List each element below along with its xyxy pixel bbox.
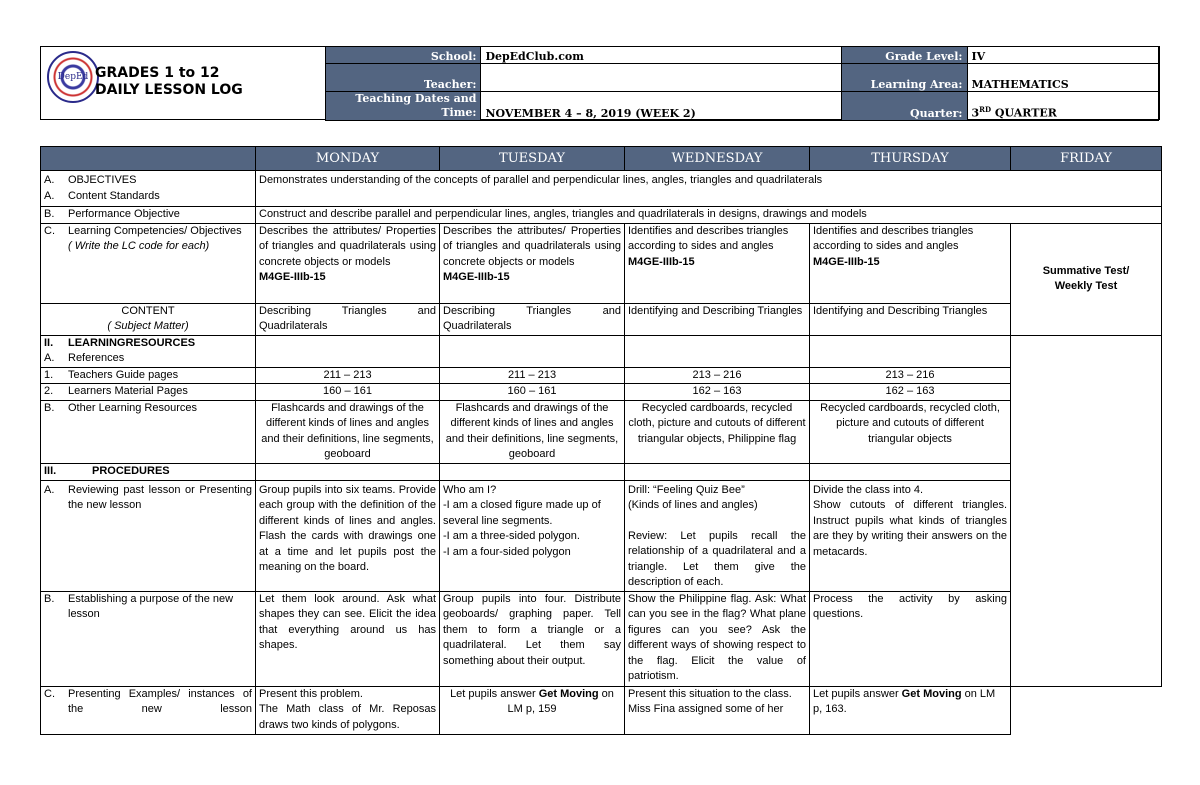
other-resources-row (41, 400, 1162, 463)
presenting-thursday-post: on LM p, 163. (813, 687, 996, 715)
friday-summative-test (1011, 223, 1162, 335)
lm-thursday: 162 – 163 (810, 384, 1011, 401)
friday-blank-cell (1011, 335, 1162, 686)
objectives-label: OBJECTIVES (68, 174, 137, 186)
spacer (44, 239, 68, 255)
tg-wednesday: 213 – 216 (625, 367, 810, 384)
presenting-wednesday-line-2: Miss Fina assigned some of her (628, 703, 784, 715)
procedures-row (41, 463, 1162, 480)
procedures-wednesday (625, 463, 810, 480)
lesson-log-table (40, 146, 1162, 735)
competencies-tuesday-code: M4GE-IIIb-15 (443, 271, 510, 283)
tg-num: 1. (44, 368, 54, 381)
content-monday: Describing Triangles and Quadrilaterals (256, 303, 440, 335)
competencies-tuesday-text: Describes the attributes/ Properties of triangles and quadrilaterals using concrete objects or models (443, 224, 621, 268)
competencies-tuesday (440, 223, 625, 303)
presenting-thursday (810, 686, 1011, 734)
procedures-thursday (810, 463, 1011, 480)
references-label: References (68, 352, 125, 364)
tg-thursday: 213 – 216 (810, 367, 1011, 384)
resources-row (41, 335, 1162, 367)
quarter-label: Quarter: (841, 92, 967, 121)
dates-label-line-2: Time: (441, 106, 477, 119)
performance-label-cell (41, 207, 256, 224)
review-tuesday-line-1: Who am I? (443, 483, 497, 496)
reviewing-row (41, 480, 1162, 591)
performance-heading (44, 207, 252, 223)
content-row (41, 303, 1162, 335)
purpose-tuesday: Group pupils into four. Distribute geoboards/ graphing paper. Tell them to form a triangle or a quadrilateral. Let them say something about their output. (440, 591, 625, 686)
references-heading (44, 351, 252, 367)
presenting-thursday-pre: Let pupils answer (813, 687, 902, 700)
presenting-wednesday-line-1: Present this situation to the class. (628, 687, 792, 700)
competencies-monday-code: M4GE-IIIb-15 (259, 271, 326, 283)
competencies-wednesday-code: M4GE-IIIb-15 (628, 255, 695, 268)
presenting-tuesday-post: on LM p, 159 (507, 687, 614, 715)
resources-wednesday (625, 335, 810, 367)
resources-thursday (810, 335, 1011, 367)
resources-heading (44, 336, 252, 352)
content-label: CONTENT (121, 304, 175, 317)
tg-heading (44, 368, 252, 384)
learning-area-label: Learning Area: (841, 64, 967, 92)
procedures-label-cell (41, 463, 256, 480)
competencies-thursday-code: M4GE-IIIb-15 (813, 255, 880, 268)
performance-row (41, 207, 1162, 224)
info-table (325, 46, 1159, 121)
other-label-cell (41, 400, 256, 463)
presenting-heading (44, 687, 252, 718)
purpose-row (41, 591, 1162, 686)
day-monday: MONDAY (256, 147, 440, 171)
title-line-2: DAILY LESSON LOG (95, 82, 243, 98)
lm-tuesday: 160 – 161 (440, 384, 625, 401)
presenting-tuesday (440, 686, 625, 734)
resources-monday (256, 335, 440, 367)
content-thursday: Identifying and Describing Triangles (810, 303, 1011, 335)
competencies-note: ( Write the LC code for each) (68, 240, 210, 252)
header-block (40, 46, 1160, 120)
friday-line-1: Summative Test/ (1042, 264, 1130, 277)
competencies-label-cell (41, 223, 256, 303)
competencies-num: C. (44, 224, 55, 237)
procedures-label: PROCEDURES (92, 464, 170, 477)
presenting-row (41, 686, 1162, 734)
competencies-heading (44, 224, 252, 240)
content-standards-value: Demonstrates understanding of the concepts of parallel and perpendicular lines, angles, triangles and quadrilaterals (256, 171, 1162, 207)
review-label: Reviewing past lesson or Presenting the new lesson (68, 483, 252, 511)
presenting-label-cell (41, 686, 256, 734)
review-tuesday (440, 480, 625, 591)
spacer (628, 514, 806, 529)
references-num: A. (44, 352, 55, 364)
tg-label-cell (41, 367, 256, 384)
day-thursday: THURSDAY (810, 147, 1011, 171)
day-tuesday: TUESDAY (440, 147, 625, 171)
school-value: DepEdClub.com (481, 47, 841, 64)
review-thursday-line-2: Show cutouts of different triangles. Instruct pupils what kinds of triangles are they by writing their answers on the metacards. (813, 499, 1007, 558)
lm-label: Learners Material Pages (68, 385, 188, 397)
presenting-tuesday-pre: Let pupils answer (450, 687, 539, 700)
review-wednesday-line-1: Drill: “Feeling Quiz Bee” (628, 483, 745, 496)
procedures-tuesday (440, 463, 625, 480)
resources-label: LEARNINGRESOURCES (68, 336, 196, 349)
review-num: A. (44, 483, 55, 496)
content-tuesday: Describing Triangles and Quadrilaterals (440, 303, 625, 335)
teacher-label: Teacher: (326, 64, 481, 92)
other-tuesday: Flashcards and drawings of the different kinds of lines and angles and their definitions, line segments, geoboard (440, 400, 625, 463)
tg-label: Teachers Guide pages (68, 368, 179, 381)
day-header-row (41, 147, 1162, 171)
teachers-guide-row (41, 367, 1162, 384)
presenting-monday-line-1: Present this problem. (259, 687, 363, 700)
presenting-tuesday-bold: Get Moving (538, 687, 599, 700)
presenting-num: C. (44, 687, 55, 700)
content-standards-label: Content Standards (68, 189, 160, 202)
grade-value: IV (967, 47, 1159, 64)
competencies-monday (256, 223, 440, 303)
objectives-num: A. (44, 174, 55, 186)
document-title (95, 65, 243, 99)
seal-text: DepEd (57, 72, 89, 82)
review-thursday (810, 480, 1011, 591)
quarter-text: QUARTER (991, 107, 1057, 120)
title-line-1: GRADES 1 to 12 (95, 65, 220, 81)
presenting-thursday-bold: Get Moving (901, 687, 962, 700)
school-label: School: (326, 47, 481, 64)
quarter-suffix: RD (979, 105, 992, 115)
resources-tuesday (440, 335, 625, 367)
review-wednesday-line-3: Review: Let pupils recall the relationship of a quadrilateral and a triangle. Let them give the description of each. (628, 529, 806, 588)
performance-num: B. (44, 208, 55, 220)
objectives-row (41, 171, 1162, 207)
lm-label-cell (41, 384, 256, 401)
lm-wednesday: 162 – 163 (625, 384, 810, 401)
review-monday: Group pupils into six teams. Provide each group with the definition of the different kinds of lines and angles. Flash the cards with drawings one at a time and let pupils post the meaning on the board. (256, 480, 440, 591)
content-note: ( Subject Matter) (107, 320, 189, 332)
learners-material-row (41, 384, 1162, 401)
review-tuesday-line-2: -I am a closed figure made up of several line segments. (443, 499, 601, 527)
other-thursday: Recycled cardboards, recycled cloth, picture and cutouts of different triangular objects (810, 400, 1011, 463)
other-wednesday: Recycled cardboards, recycled cloth, picture and cutouts of different triangular objects, Philippine flag (625, 400, 810, 463)
performance-value: Construct and describe parallel and perpendicular lines, angles, triangles and quadrilaterals in designs, drawings and models (256, 207, 1162, 224)
review-tuesday-line-3: -I am a three-sided polygon. (443, 530, 580, 542)
purpose-wednesday: Show the Philippine flag. Ask: What can you see in the flag? What plane figures can you see? Ask the different ways of showing respect to the flag. Elicit the value of patriotism. (625, 591, 810, 686)
quarter-value (967, 92, 1159, 121)
learning-area-value: MATHEMATICS (967, 64, 1159, 92)
quarter-number: 3 (971, 107, 980, 120)
tg-tuesday: 211 – 213 (440, 367, 625, 384)
resources-label-cell (41, 335, 256, 367)
content-wednesday: Identifying and Describing Triangles (625, 303, 810, 335)
day-friday: FRIDAY (1011, 147, 1162, 171)
objectives-label-cell (41, 171, 256, 207)
competencies-wednesday (625, 223, 810, 303)
review-tuesday-line-4: -I am a four-sided polygon (443, 545, 571, 558)
day-wednesday: WEDNESDAY (625, 147, 810, 171)
content-label-cell (41, 303, 256, 335)
competencies-label: Learning Competencies/ Objectives (68, 224, 242, 237)
procedures-monday (256, 463, 440, 480)
lm-monday: 160 – 161 (256, 384, 440, 401)
review-thursday-line-1: Divide the class into 4. (813, 483, 924, 496)
competencies-note-line (44, 239, 252, 255)
purpose-num: B. (44, 592, 55, 605)
friday-line-2: Weekly Test (1054, 280, 1118, 292)
procedures-num: III. (44, 464, 57, 477)
procedures-heading (44, 464, 252, 480)
corner-cell (41, 147, 256, 171)
other-heading (44, 401, 252, 417)
purpose-thursday: Process the activity by asking questions. (810, 591, 1011, 686)
presenting-monday-line-2: The Math class of Mr. Reposas draws two kinds of polygons. (259, 703, 436, 731)
objectives-heading (44, 173, 252, 189)
deped-seal-logo (47, 51, 99, 103)
other-monday: Flashcards and drawings of the different kinds of lines and angles and their definitions, line segments, geoboard (256, 400, 440, 463)
purpose-monday: Let them look around. Ask what shapes they can see. Elicit the idea that everything around us has shapes. (256, 591, 440, 686)
resources-num: II. (44, 336, 54, 349)
performance-label: Performance Objective (68, 208, 180, 220)
competencies-monday-text: Describes the attributes/ Properties of triangles and quadrilaterals using concrete objects or models (259, 224, 436, 268)
review-wednesday-line-2: (Kinds of lines and angles) (628, 499, 758, 511)
review-label-cell (41, 480, 256, 591)
presenting-monday (256, 686, 440, 734)
review-wednesday (625, 480, 810, 591)
lm-num: 2. (44, 385, 54, 397)
competencies-thursday (810, 223, 1011, 303)
other-num: B. (44, 401, 55, 414)
lm-heading (44, 384, 252, 400)
presenting-label: Presenting Examples/ instances of the new lesson (68, 687, 252, 715)
purpose-label: Establishing a purpose of the new lesson (68, 592, 234, 620)
dates-label (326, 92, 481, 121)
presenting-wednesday (625, 686, 810, 734)
tg-monday: 211 – 213 (256, 367, 440, 384)
dates-value: NOVEMBER 4 – 8, 2019 (WEEK 2) (481, 92, 841, 121)
grade-label: Grade Level: (841, 47, 967, 64)
competencies-row (41, 223, 1162, 303)
content-standards-num: A. (44, 189, 55, 202)
competencies-thursday-text: Identifies and describes triangles according to sides and angles (813, 224, 974, 252)
dates-label-line-1: Teaching Dates and (355, 92, 477, 105)
teacher-value (481, 64, 841, 92)
other-label: Other Learning Resources (68, 401, 198, 414)
content-standards-heading (44, 189, 252, 205)
competencies-wednesday-text: Identifies and describes triangles according to sides and angles (628, 224, 789, 252)
purpose-label-cell (41, 591, 256, 686)
review-heading (44, 483, 252, 514)
purpose-heading (44, 592, 252, 623)
